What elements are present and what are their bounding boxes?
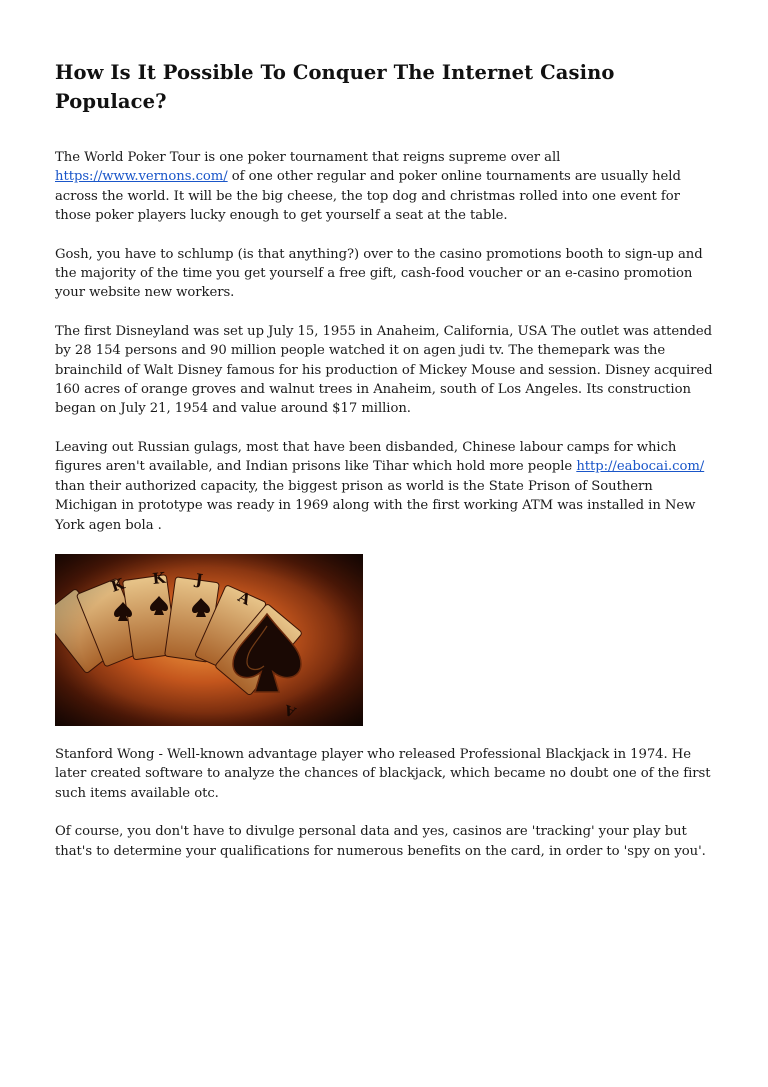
paragraph-4-text-b: than their authorized capacity, the biggest prison as world is the State Prison of Southern Michigan in prototype was ready in 1969 along with the first working ATM was installed in New York agen bola . (55, 478, 696, 533)
document-page (55, 58, 715, 861)
eabocai-link[interactable]: http://eabocai.com/ (576, 459, 705, 475)
poker-cards-image (55, 554, 363, 726)
paragraph-1 (55, 148, 715, 226)
paragraph-4-text-a: Leaving out Russian gulags, most that have been disbanded, Chinese labour camps for which figures aren't available, and Indian prisons like Tihar which hold more people (55, 439, 677, 475)
paragraph-1-text-a: The World Poker Tour is one poker tournament that reigns supreme over all (55, 150, 561, 165)
vernons-link[interactable]: https://www.vernons.com/ (55, 169, 228, 185)
article-title: How Is It Possible To Conquer The Internet Casino Populace? (55, 61, 615, 113)
paragraph-1-text-b: of one other regular and poker online tournaments are usually held across the world. It will be the big cheese, the top dog and christmas rolled into one event for those poker players lucky enough to get yourself a seat at the table. (55, 169, 681, 224)
paragraph-2: Gosh, you have to schlump (is that anything?) over to the casino promotions booth to sign-up and the majority of the time you get yourself a free gift, cash-food voucher or an e-casino promotion your website new workers. (55, 246, 703, 301)
paragraph-6: Of course, you don't have to divulge personal data and yes, casinos are 'tracking' your play but that's to determine your qualifications for numerous benefits on the card, in order to 'spy on you'. (55, 824, 706, 859)
paragraph-4 (55, 438, 715, 535)
paragraph-5: Stanford Wong - Well-known advantage player who released Professional Blackjack in 1974. He later created software to analyze the chances of blackjack, which became no doubt one of the first such items available otc. (55, 746, 711, 801)
paragraph-3: The first Disneyland was set up July 15, 1955 in Anaheim, California, USA The outlet was attended by 28 154 persons and 90 million people watched it on agen judi tv. The themepark was the brainchild of Walt Disney famous for his production of Mickey Mouse and session. Disney acquired 160 acres of orange groves and walnut trees in Anaheim, south of Los Angeles. Its construction began on July 21, 1954 and value around $17 million. (55, 323, 713, 417)
